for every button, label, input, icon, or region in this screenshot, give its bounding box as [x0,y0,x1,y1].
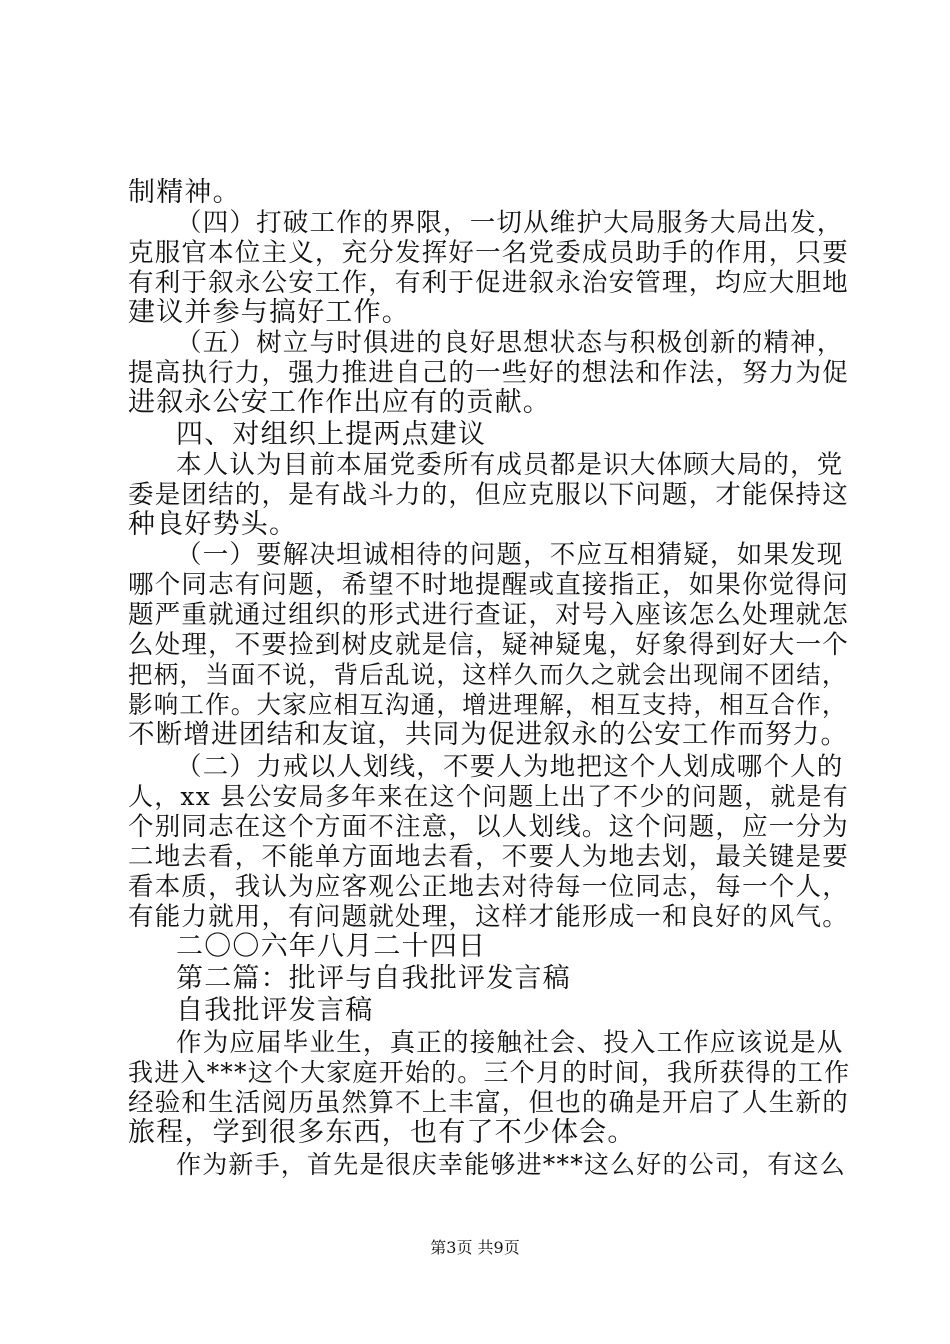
text-line: 把柄，当面不说，背后乱说，这样久而久之就会出现闹不团结， [128,660,848,689]
text-line: 人，xx 县公安局多年来在这个问题上出了不少的问题，就是有 [128,782,849,811]
text-line: 题严重就通过组织的形式进行查证，对号入座该怎么处理就怎 [128,600,849,630]
text-line: 么处理，不要捡到树皮就是信，疑神疑鬼，好象得到好大一个 [128,630,849,660]
text-line: 建议并参与搞好工作。 [128,297,410,328]
text-line: 有利于叙永公安工作，有利于促进叙永治安管理，均应大胆地 [128,268,849,298]
text-line: 制精神。 [128,177,241,208]
text-line: 看本质，我认为应客观公正地去对待每一位同志，每一个人， [128,872,849,902]
page-footer: 第3页 共9页 [430,1238,520,1257]
text-line: 有能力就用，有问题就处理，这样才能形成一和良好的风气。 [128,902,849,932]
text-line: 进叙永公安工作作出应有的贡献。 [128,387,551,418]
text-line: （四）打破工作的界限，一切从维护大局服务大局出发， [176,208,844,238]
text-line: 旅程，学到很多东西，也有了不少体会。 [128,1117,636,1148]
text-line: 经验和生活阅历虽然算不上丰富，但也的确是开启了人生新的 [128,1088,849,1118]
text-line: 二地去看，不能单方面地去看，不要人为地去划，最关键是要 [128,842,849,872]
text-line: 本人认为目前本届党委所有成员都是识大体顾大局的，党 [176,450,844,480]
date-line: 二〇〇六年八月二十四日 [176,931,487,962]
text-line: 种良好势头。 [128,509,298,540]
chapter-heading: 第二篇：批评与自我批评发言稿 [176,963,571,994]
text-line: （五）树立与时俱进的良好思想状态与积极创新的精神， [176,328,844,358]
text-line: 委是团结的，是有战斗力的，但应克服以下问题，才能保持这 [128,480,849,510]
text-line: 个别同志在这个方面不注意，以人划线。这个问题，应一分为 [128,812,849,842]
text-line: （一）要解决坦诚相待的问题，不应互相猜疑，如果发现 [176,540,844,570]
text-line: 我进入***这个大家庭开始的。三个月的时间，我所获得的工作 [128,1058,851,1087]
text-line: 不断增进团结和友谊，共同为促进叙永的公安工作而努力。 [128,719,849,750]
text-line: （二）力戒以人划线，不要人为地把这个人划成哪个人的 [176,752,844,782]
text-line: 克服官本位主义，充分发挥好一名党委成员助手的作用，只要 [128,238,849,268]
section-heading: 四、对组织上提两点建议 [176,419,487,450]
text-line: 作为应届毕业生，真正的接触社会、投入工作应该说是从 [176,1028,844,1058]
text-line: 作为新手，首先是很庆幸能够进***这么好的公司，有这么 [176,1150,846,1179]
text-line: 哪个同志有问题，希望不时地提醒或直接指正，如果你觉得问 [128,570,849,600]
text-line: 影响工作。大家应相互沟通，增进理解，相互支持，相互合作， [128,690,848,719]
text-line: 提高执行力，强力推进自己的一些好的想法和作法，努力为促 [128,358,849,388]
subtitle: 自我批评发言稿 [176,995,374,1026]
